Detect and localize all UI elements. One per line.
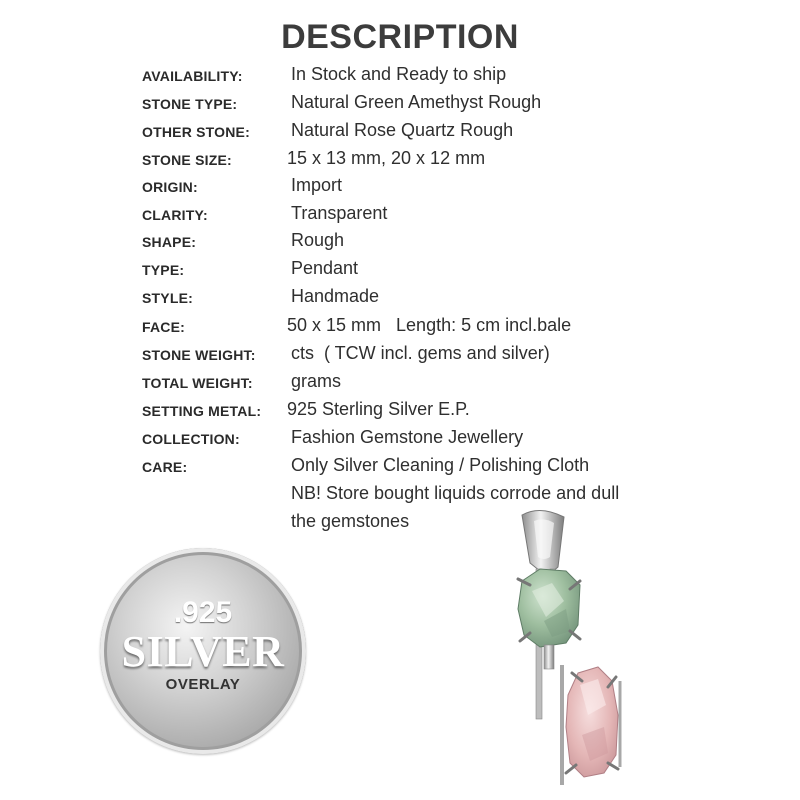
spec-label: STONE SIZE: — [142, 152, 232, 168]
spec-value: Transparent — [291, 203, 388, 223]
spec-row-stone-size — [0, 148, 800, 176]
badge-purity: .925 — [173, 596, 233, 629]
spec-row-stone-type — [0, 92, 800, 120]
spec-row-origin — [0, 175, 800, 203]
care-note-line: the gemstones — [291, 511, 410, 531]
page-title: DESCRIPTION — [281, 18, 519, 56]
spec-value: Import — [291, 175, 343, 195]
spec-row-face — [0, 315, 800, 343]
spec-value: grams — [291, 371, 342, 391]
spec-label: AVAILABILITY: — [142, 68, 243, 84]
spec-label: STONE WEIGHT: — [142, 347, 256, 363]
spec-row-clarity — [0, 203, 800, 231]
spec-value: Natural Rose Quartz Rough — [291, 120, 514, 140]
spec-label: SHAPE: — [142, 234, 197, 250]
spec-label: OTHER STONE: — [142, 124, 250, 140]
spec-label: TYPE: — [142, 262, 185, 278]
spec-row-style — [0, 286, 800, 314]
badge-metal: SILVER — [121, 627, 285, 676]
spec-row-total-weight — [0, 371, 800, 399]
spec-row-care — [0, 455, 800, 483]
spec-label: SETTING METAL: — [142, 403, 262, 419]
spec-value: Fashion Gemstone Jewellery — [291, 427, 524, 447]
care-note-line: NB! Store bought liquids corrode and dull — [291, 483, 620, 503]
spec-row-setting-metal — [0, 399, 800, 427]
spec-value: 50 x 15 mm Length: 5 cm incl.bale — [287, 315, 572, 335]
spec-row-collection — [0, 427, 800, 455]
badge-overlay: OVERLAY — [165, 676, 241, 693]
spec-value: Rough — [291, 230, 345, 250]
spec-row-stone-weight — [0, 343, 800, 371]
spec-value: Pendant — [291, 258, 359, 278]
spec-label: STYLE: — [142, 290, 193, 306]
spec-label: CLARITY: — [142, 207, 208, 223]
spec-value: cts ( TCW incl. gems and silver) — [291, 343, 550, 363]
spec-value: 925 Sterling Silver E.P. — [287, 399, 470, 419]
spec-value: Only Silver Cleaning / Polishing Cloth — [291, 455, 590, 475]
spec-row-shape — [0, 230, 800, 258]
spec-label: TOTAL WEIGHT: — [142, 375, 253, 391]
gemstone-pendant-image — [500, 505, 670, 800]
spec-row-other-stone — [0, 120, 800, 148]
spec-value: Handmade — [291, 286, 380, 306]
spec-label: CARE: — [142, 459, 188, 475]
spec-label: STONE TYPE: — [142, 96, 238, 112]
spec-label: ORIGIN: — [142, 179, 198, 195]
spec-row-type — [0, 258, 800, 286]
spec-label: FACE: — [142, 319, 185, 335]
spec-value: 15 x 13 mm, 20 x 12 mm — [287, 148, 486, 168]
spec-value: In Stock and Ready to ship — [291, 64, 507, 84]
spec-value: Natural Green Amethyst Rough — [291, 92, 542, 112]
spec-label: COLLECTION: — [142, 431, 240, 447]
spec-row-availability — [0, 64, 800, 92]
silver-925-seal-icon — [100, 548, 306, 754]
